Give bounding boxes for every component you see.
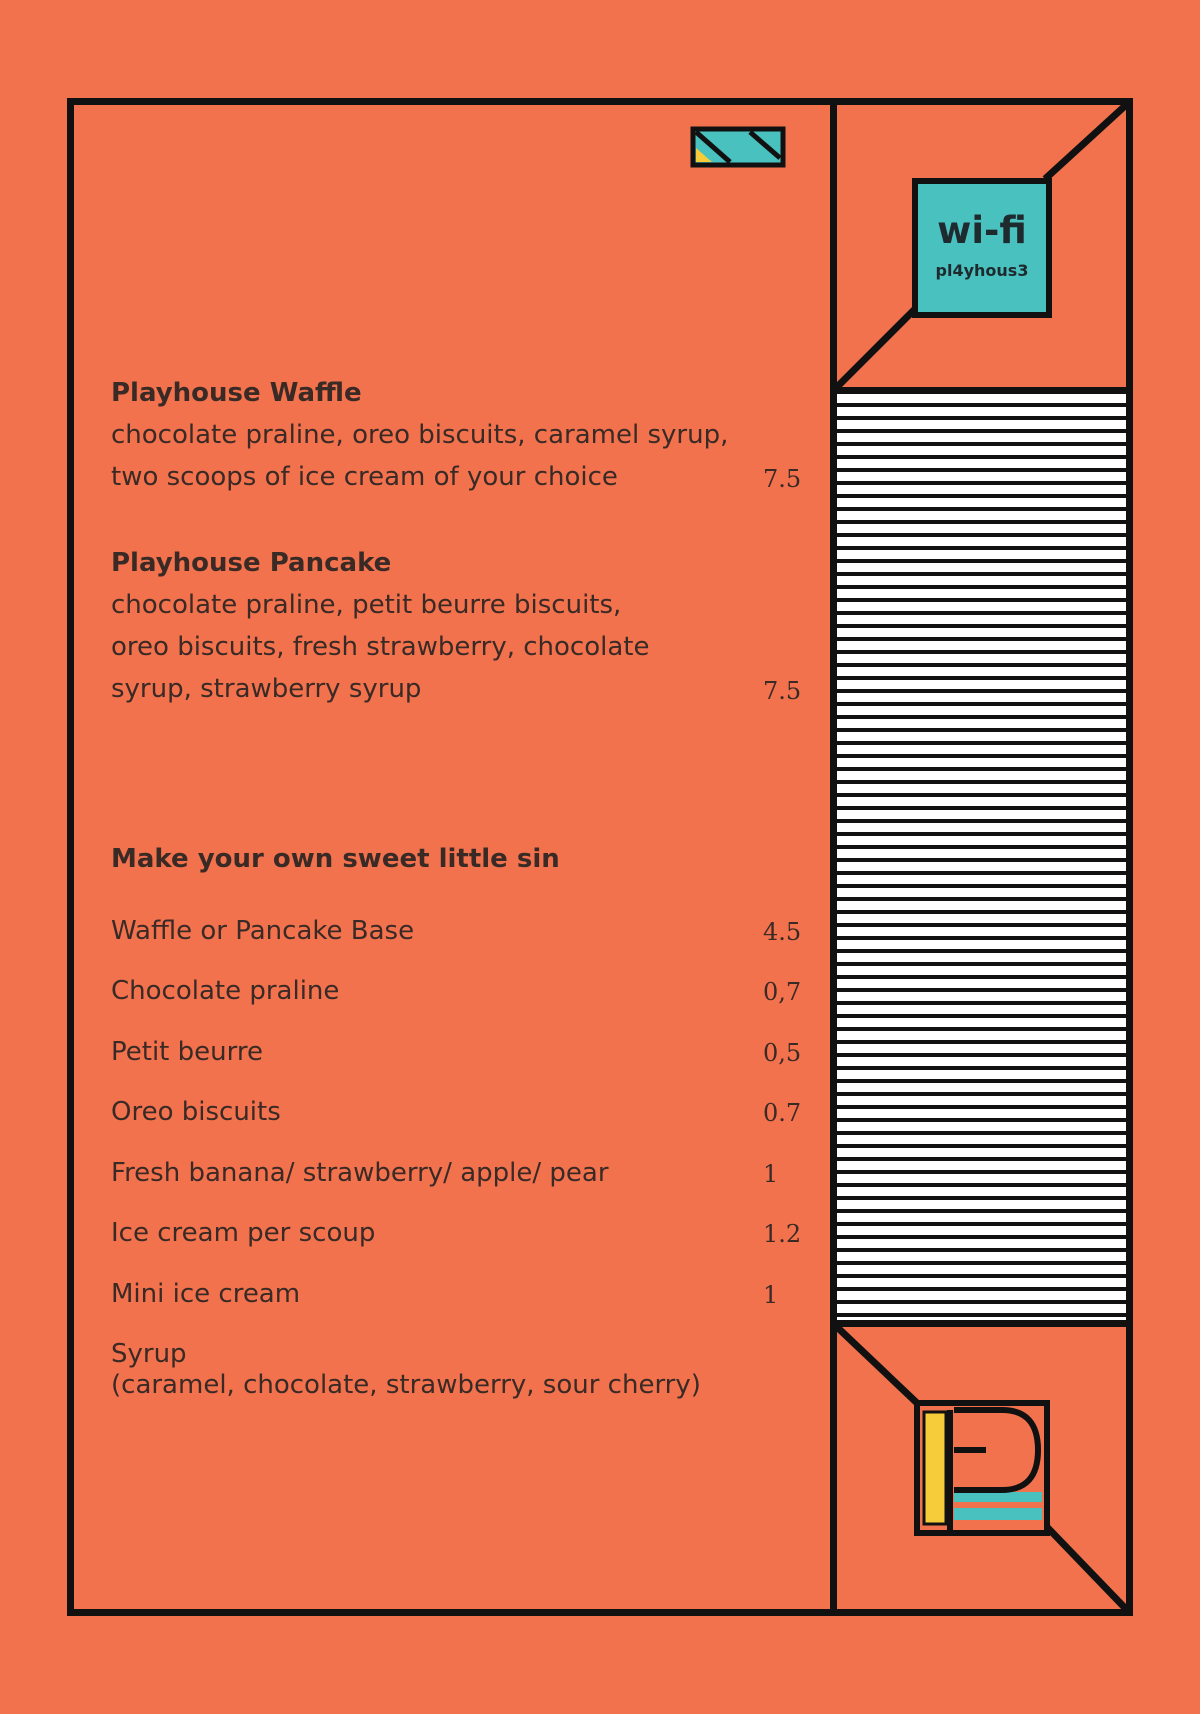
wifi-title: wi-fi xyxy=(937,209,1027,252)
addon-label: Oreo biscuits xyxy=(111,1097,281,1127)
addon-price: 1 xyxy=(763,1281,779,1309)
addon-price: 1.2 xyxy=(763,1220,802,1248)
item-price: 7.5 xyxy=(763,465,802,493)
item-description-line: syrup, strawberry syrup xyxy=(111,674,422,704)
wifi-box xyxy=(912,178,1052,318)
addon-row xyxy=(111,1158,811,1198)
striped-flag-icon xyxy=(690,126,786,168)
item-price: 7.5 xyxy=(763,677,802,705)
frame-divider-vertical xyxy=(830,98,837,1616)
striped-panel xyxy=(837,394,1126,1320)
addon-price: 4.5 xyxy=(763,918,802,946)
item-description-line: chocolate praline, oreo biscuits, caramel syrup, xyxy=(111,420,729,450)
addon-price: 0.7 xyxy=(763,1099,802,1127)
frame-divider-top xyxy=(837,387,1133,394)
section-title: Make your own sweet little sin xyxy=(111,844,560,874)
item-description-line: two scoops of ice cream of your choice xyxy=(111,462,618,492)
addon-row xyxy=(111,976,811,1016)
addon-price: 0,5 xyxy=(763,1039,802,1067)
addon-row xyxy=(111,1037,811,1077)
item-name: Playhouse Pancake xyxy=(111,548,392,578)
syrup-option xyxy=(111,1339,701,1401)
addon-row xyxy=(111,1097,811,1137)
item-name: Playhouse Waffle xyxy=(111,378,362,408)
syrup-options: (caramel, chocolate, strawberry, sour cherry) xyxy=(111,1370,701,1400)
addon-price: 1 xyxy=(763,1160,779,1188)
playhouse-logo xyxy=(914,1400,1050,1536)
addon-row xyxy=(111,1279,811,1319)
addon-label: Petit beurre xyxy=(111,1037,263,1067)
addon-label: Ice cream per scoup xyxy=(111,1218,376,1248)
addon-label: Waffle or Pancake Base xyxy=(111,916,415,946)
addon-label: Fresh banana/ strawberry/ apple/ pear xyxy=(111,1158,609,1188)
addon-row xyxy=(111,1218,811,1258)
addon-price: 0,7 xyxy=(763,978,802,1006)
frame-divider-bottom xyxy=(837,1320,1133,1327)
item-description-line: chocolate praline, petit beurre biscuits, xyxy=(111,590,622,620)
item-description-line: oreo biscuits, fresh strawberry, chocolate xyxy=(111,632,650,662)
addon-row xyxy=(111,916,811,956)
addon-label: Chocolate praline xyxy=(111,976,340,1006)
syrup-label: Syrup xyxy=(111,1339,187,1369)
wifi-password: pl4yhous3 xyxy=(935,261,1029,280)
addon-label: Mini ice cream xyxy=(111,1279,301,1309)
